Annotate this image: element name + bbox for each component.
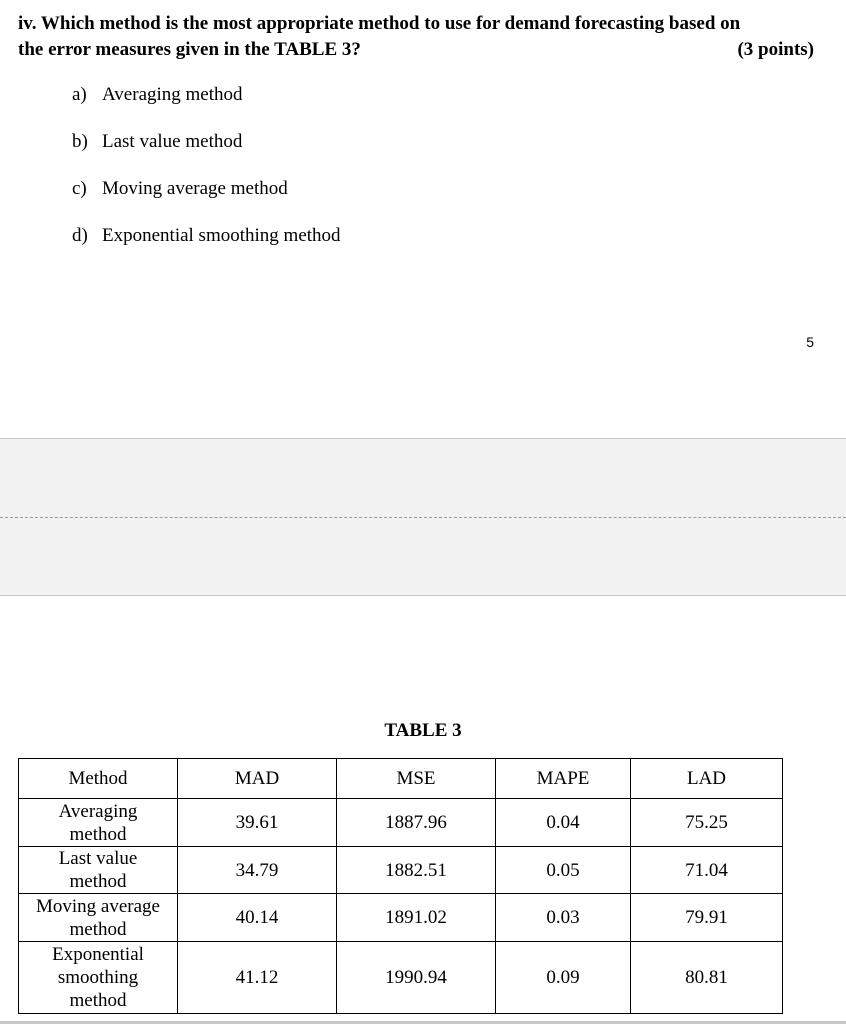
- page-break-line: [0, 517, 846, 518]
- mape-cell: 0.04: [496, 799, 631, 847]
- method-cell: Last value method: [19, 847, 178, 894]
- mse-cell: 1990.94: [337, 942, 496, 1014]
- mse-cell: 1891.02: [337, 894, 496, 942]
- option-b: [72, 131, 341, 178]
- question-text: [18, 11, 814, 63]
- table-title: TABLE 3: [384, 720, 462, 741]
- table-row: [19, 942, 783, 1014]
- points-label: (3 points): [737, 39, 814, 60]
- option-text: Averaging method: [102, 84, 243, 105]
- table-header-row: [19, 759, 783, 799]
- header-lad: LAD: [631, 759, 783, 799]
- answer-options: [72, 84, 341, 272]
- header-mse: MSE: [337, 759, 496, 799]
- mape-cell: 0.03: [496, 894, 631, 942]
- table-row: [19, 894, 783, 942]
- option-letter: d): [72, 225, 88, 246]
- option-c: [72, 178, 341, 225]
- lad-cell: 80.81: [631, 942, 783, 1014]
- mad-cell: 39.61: [178, 799, 337, 847]
- mape-cell: 0.09: [496, 942, 631, 1014]
- header-mad: MAD: [178, 759, 337, 799]
- mad-cell: 41.12: [178, 942, 337, 1014]
- method-cell: Averaging method: [19, 799, 178, 847]
- question-line-1: iv. Which method is the most appropriate method to use for demand forecasting based on: [18, 13, 741, 34]
- error-measures-table: [18, 758, 783, 1014]
- header-method: Method: [19, 759, 178, 799]
- mad-cell: 40.14: [178, 894, 337, 942]
- lad-cell: 71.04: [631, 847, 783, 894]
- table-row: [19, 847, 783, 894]
- lad-cell: 79.91: [631, 894, 783, 942]
- option-d: [72, 225, 341, 272]
- page-number: 5: [806, 334, 814, 350]
- mape-cell: 0.05: [496, 847, 631, 894]
- mad-cell: 34.79: [178, 847, 337, 894]
- option-letter: a): [72, 84, 87, 105]
- method-cell: Moving average method: [19, 894, 178, 942]
- option-text: Exponential smoothing method: [102, 225, 341, 246]
- method-cell: Exponential smoothing method: [19, 942, 178, 1014]
- option-a: [72, 84, 341, 131]
- header-mape: MAPE: [496, 759, 631, 799]
- page-gap: [0, 438, 846, 596]
- option-letter: c): [72, 178, 87, 199]
- option-text: Moving average method: [102, 178, 288, 199]
- table-row: [19, 799, 783, 847]
- mse-cell: 1887.96: [337, 799, 496, 847]
- option-text: Last value method: [102, 131, 243, 152]
- lad-cell: 75.25: [631, 799, 783, 847]
- question-line-2: the error measures given in the TABLE 3?: [18, 39, 361, 60]
- option-letter: b): [72, 131, 88, 152]
- mse-cell: 1882.51: [337, 847, 496, 894]
